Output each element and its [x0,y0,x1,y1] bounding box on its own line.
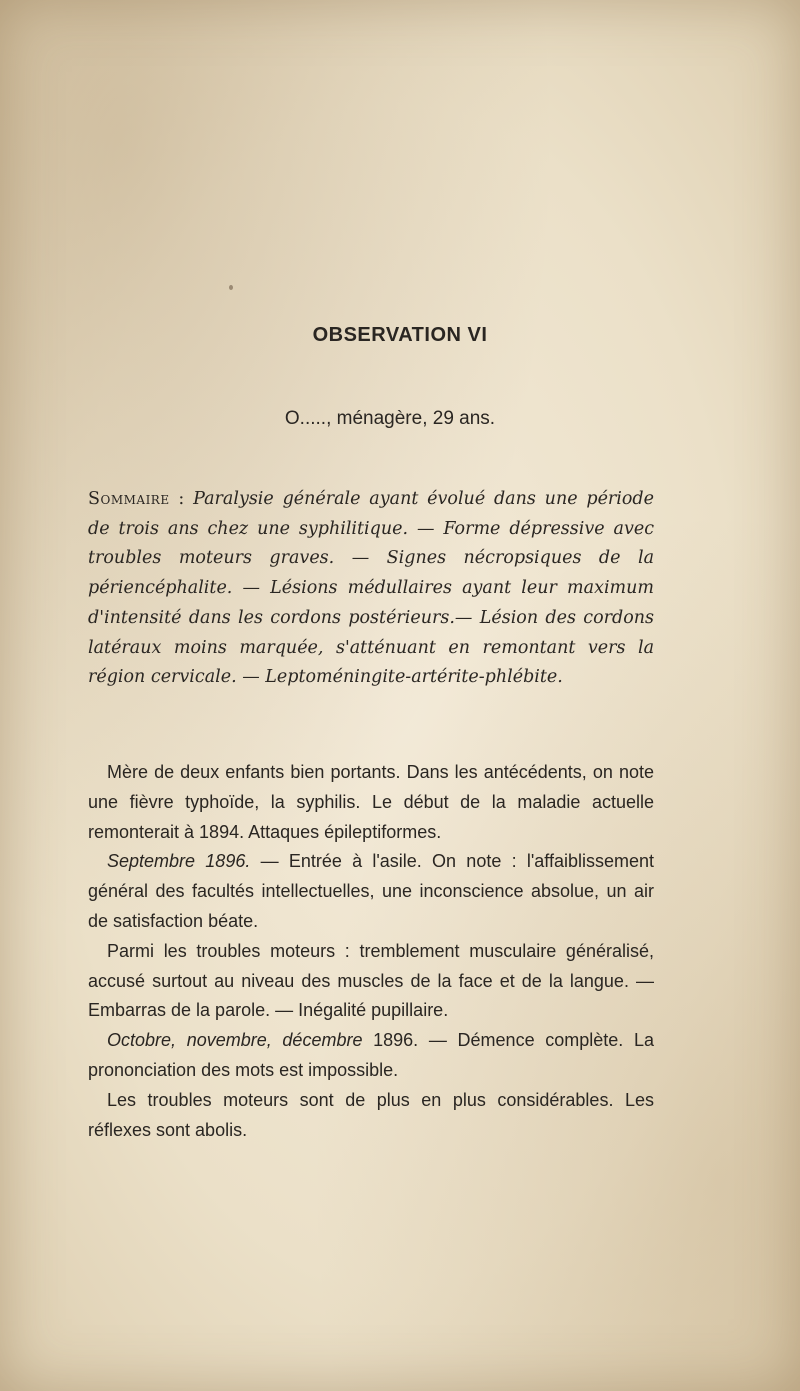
paper-speck [229,285,233,290]
patient-line: O....., ménagère, 29 ans. [284,408,496,429]
summary-text: Paralysie générale ayant évolué dans une période de trois ans chez une syphilitique. — Forme dépressive avec troubles moteurs graves. — Signes nécropsiques de la périencéphalite. — Lésions médullaires ayant leur maximum d'intensité dans les cordons postérieurs.— Lésion des cordons latéraux moins marquée, s'atténuant en remontant vers la région cervicale. — Leptoméningite-artérite-phlébite. [88,489,654,688]
observation-body [88,758,654,1145]
paragraph-admission [88,847,654,936]
admission-text: — Entrée à l'asile. On note : l'affaiblissement général des facultés intellectuelles, une inconscience absolue, un air de satisfaction béate. [88,851,654,931]
paragraph-motor-troubles: Parmi les troubles moteurs : tremblement musculaire généralisé, accusé surtout au niveau des muscles de la face et de la langue. — Embarras de la parole. — Inégalité pupillaire. [88,940,654,1021]
summary-separator: : [169,489,194,509]
summary-label: Sommaire [88,489,170,509]
dementia-dates: Octobre, novembre, décembre [107,1030,363,1051]
summary-block [88,485,654,693]
dementia-text: 1896. — Démence complète. La prononciation des mots est impossible. [88,1030,654,1080]
paragraph-history: Mère de deux enfants bien portants. Dans les antécédents, on note une fièvre typhoïde, la syphilis. Le début de la maladie actuelle remonterait à 1894. Attaques épileptiformes. [88,762,654,842]
paragraph-reflexes: Les troubles moteurs sont de plus en plus considérables. Les réflexes sont abolis. [88,1089,654,1140]
admission-date: Septembre 1896. [107,851,251,872]
observation-heading: OBSERVATION VI [312,324,488,346]
paragraph-dementia [88,1026,654,1086]
